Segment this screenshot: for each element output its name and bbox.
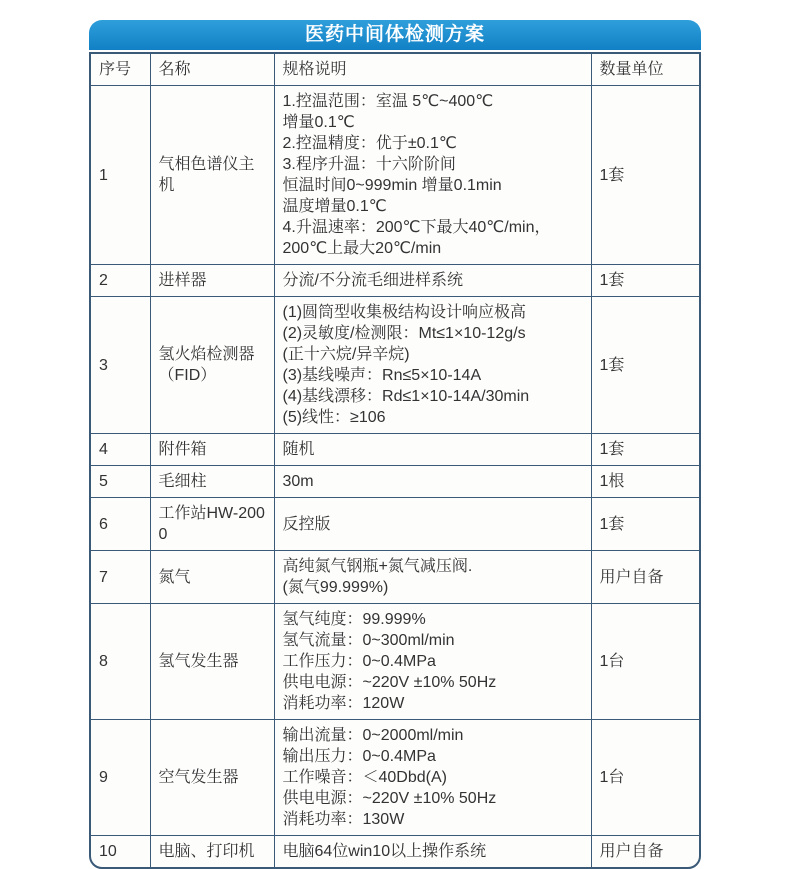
cell-item-name: 氢气发生器 xyxy=(150,604,274,720)
cell-item-name: 氢火焰检测器（FID） xyxy=(150,297,274,434)
spec-line: (3)基线噪声：Rn≤5×10-14A xyxy=(282,367,482,384)
col-header-specification: 规格说明 xyxy=(274,54,591,86)
spec-line: 输出压力：0~0.4MPa xyxy=(282,748,436,765)
cell-item-name: 毛细柱 xyxy=(150,466,274,498)
spec-line: 氢气流量：0~300ml/min xyxy=(282,632,455,649)
spec-line: 供电电源：~220V ±10% 50Hz xyxy=(282,790,497,807)
cell-quantity-unit: 1根 xyxy=(591,466,701,498)
cell-serial-number: 2 xyxy=(91,265,150,297)
cell-serial-number: 8 xyxy=(91,604,150,720)
table-row xyxy=(91,297,701,434)
spec-line: 氢气纯度：99.999% xyxy=(282,611,426,628)
header-row xyxy=(91,54,701,86)
cell-serial-number: 3 xyxy=(91,297,150,434)
cell-quantity-unit: 1套 xyxy=(591,265,701,297)
table-row xyxy=(91,466,701,498)
spec-line: 恒温时间0~999min 增量0.1min xyxy=(282,177,502,194)
col-header-serial-number: 序号 xyxy=(91,54,150,86)
cell-quantity-unit: 1套 xyxy=(591,297,701,434)
cell-specification xyxy=(274,720,591,836)
spec-line: (氮气99.999%) xyxy=(282,579,389,596)
spec-line: 工作噪音：＜40Dbd(A) xyxy=(282,769,447,786)
spec-line: 200℃上最大20℃/min xyxy=(282,240,442,257)
cell-item-name: 电脑、打印机 xyxy=(150,836,274,868)
cell-serial-number: 1 xyxy=(91,86,150,265)
cell-item-name: 进样器 xyxy=(150,265,274,297)
cell-quantity-unit: 1套 xyxy=(591,434,701,466)
spec-line: 30m xyxy=(282,473,314,490)
spec-line: 分流/不分流毛细进样系统 xyxy=(282,272,463,289)
spec-line: 消耗功率：120W xyxy=(282,695,405,712)
cell-specification xyxy=(274,86,591,265)
spec-line: 工作压力：0~0.4MPa xyxy=(282,653,436,670)
cell-specification xyxy=(274,297,591,434)
cell-specification xyxy=(274,551,591,604)
cell-item-name: 工作站HW-2000 xyxy=(150,498,274,551)
spec-line: 反控版 xyxy=(282,515,331,533)
cell-item-name: 附件箱 xyxy=(150,434,274,466)
table-row xyxy=(91,265,701,297)
cell-quantity-unit: 1台 xyxy=(591,604,701,720)
spec-line: 2.控温精度：优于±0.1℃ xyxy=(282,135,457,152)
spec-line: 供电电源：~220V ±10% 50Hz xyxy=(282,674,497,691)
spec-line: 1.控温范围：室温 5℃~400℃ xyxy=(282,93,494,110)
spec-line: 随机 xyxy=(282,441,315,458)
cell-serial-number: 9 xyxy=(91,720,150,836)
panel-title: 医药中间体检测方案 xyxy=(89,20,701,50)
cell-item-name: 空气发生器 xyxy=(150,720,274,836)
table-row xyxy=(91,604,701,720)
col-header-quantity-unit: 数量单位 xyxy=(591,54,701,86)
spec-line: 电脑64位win10以上操作系统 xyxy=(282,843,487,860)
cell-item-name: 气相色谱仪主机 xyxy=(150,86,274,265)
table-row xyxy=(91,836,701,868)
cell-serial-number: 5 xyxy=(91,466,150,498)
cell-quantity-unit: 用户自备 xyxy=(591,836,701,868)
cell-specification xyxy=(274,604,591,720)
cell-quantity-unit: 1套 xyxy=(591,498,701,551)
spec-line: 高纯氮气钢瓶+氮气减压阀. xyxy=(282,558,473,575)
table-row xyxy=(91,498,701,551)
cell-serial-number: 6 xyxy=(91,498,150,551)
spec-line: 4.升温速率：200℃下最大40℃/min， xyxy=(282,219,551,236)
cell-item-name: 氮气 xyxy=(150,551,274,604)
cell-quantity-unit: 1套 xyxy=(591,86,701,265)
spec-line: 消耗功率：130W xyxy=(282,811,405,828)
spec-line: (2)灵敏度/检测限：Mt≤1×10-12g/s xyxy=(282,325,526,342)
spec-line: 增量0.1℃ xyxy=(282,114,355,131)
detection-plan-panel xyxy=(89,20,701,869)
spec-line: (5)线性：≥106 xyxy=(282,409,386,426)
spec-line: 温度增量0.1℃ xyxy=(282,198,387,215)
cell-serial-number: 7 xyxy=(91,551,150,604)
spec-line: (1)圆筒型收集极结构设计响应极高 xyxy=(282,304,527,321)
table-row xyxy=(91,720,701,836)
spec-line: 3.程序升温：十六阶阶间 xyxy=(282,156,456,173)
spec-line: (正十六烷/异辛烷) xyxy=(282,346,410,363)
cell-serial-number: 10 xyxy=(91,836,150,868)
cell-quantity-unit: 用户自备 xyxy=(591,551,701,604)
spec-line: (4)基线漂移：Rd≤1×10-14A/30min xyxy=(282,388,530,405)
table-row xyxy=(91,434,701,466)
spec-table xyxy=(91,54,701,867)
table-row xyxy=(91,551,701,604)
col-header-item-name: 名称 xyxy=(150,54,274,86)
cell-quantity-unit: 1台 xyxy=(591,720,701,836)
table-row xyxy=(91,86,701,265)
cell-specification xyxy=(274,836,591,868)
spec-line: 输出流量：0~2000ml/min xyxy=(282,727,464,744)
cell-specification xyxy=(274,466,591,498)
spec-table-wrapper xyxy=(89,52,701,869)
cell-specification xyxy=(274,498,591,551)
cell-serial-number: 4 xyxy=(91,434,150,466)
table-body xyxy=(91,86,701,868)
cell-specification xyxy=(274,434,591,466)
cell-specification xyxy=(274,265,591,297)
